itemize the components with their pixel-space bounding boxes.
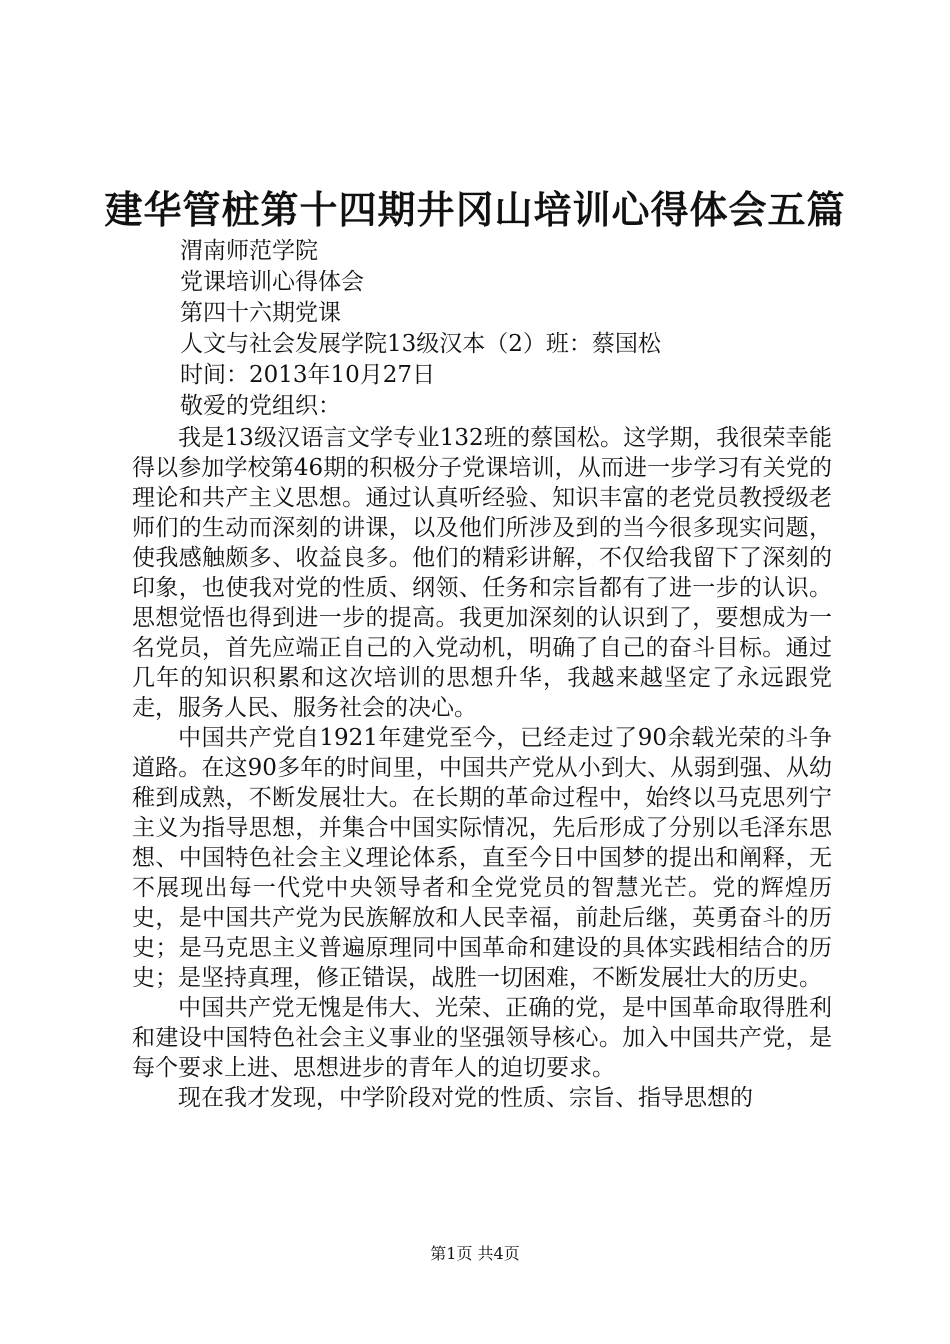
salutation: 敬爱的党组织：: [180, 393, 341, 419]
course-session: 第四十六期党课: [180, 300, 341, 326]
header-block: [180, 236, 840, 422]
date-line: 时间：2013年10月27日: [180, 362, 436, 388]
author-line: 人文与社会发展学院13级汉本（2）班：蔡国松: [180, 331, 661, 357]
school-name: 渭南师范学院: [180, 238, 318, 264]
paragraph: 中国共产党无愧是伟大、光荣、正确的党，是中国革命取得胜利和建设中国特色社会主义事业的坚强领导核心。加入中国共产党，是每个要求上进、思想进步的青年人的迫切要求。: [132, 995, 832, 1081]
document-title: 建华管桩第十四期井冈山培训心得体会五篇: [104, 187, 846, 232]
page-footer: 第1页 共4页: [430, 1244, 520, 1263]
body-text: [132, 423, 832, 1113]
paragraph: 现在我才发现，中学阶段对党的性质、宗旨、指导思想的: [178, 1085, 753, 1111]
paragraph: 中国共产党自1921年建党至今，已经走过了90余载光荣的斗争道路。在这90多年的时间里，中国共产党从小到大、从弱到强、从幼稚到成熟，不断发展壮大。在长期的革命过程中，始终以马克思列宁主义为指导思想，并集合中国实际情况，先后形成了分别以毛泽东思想、中国特色社会主义理论体系，直至今日中国梦的提出和阐释，无不展现出每一代党中央领导者和全党党员的智慧光芒。党的辉煌历史，是中国共产党为民族解放和人民幸福，前赴后继，英勇奋斗的历史；是马克思主义普遍原理同中国革命和建设的具体实践相结合的历史；是坚持真理，修正错误，战胜一切困难，不断发展壮大的历史。: [132, 725, 832, 991]
paragraph: 我是13级汉语言文学专业132班的蔡国松。这学期，我很荣幸能得以参加学校第46期的积极分子党课培训，从而进一步学习有关党的理论和共产主义思想。通过认真听经验、知识丰富的老党员教授级老师们的生动而深刻的讲课，以及他们所涉及到的当今很多现实问题，使我感触颇多、收益良多。他们的精彩讲解，不仅给我留下了深刻的印象，也使我对党的性质、纲领、任务和宗旨都有了进一步的认识。思想觉悟也得到进一步的提高。我更加深刻的认识到了，要想成为一名党员，首先应端正自己的入党动机，明确了自己的奋斗目标。通过几年的知识积累和这次培训的思想升华，我越来越坚定了永远跟党走，服务人民、服务社会的决心。: [132, 425, 832, 721]
document-subtitle: 党课培训心得体会: [180, 269, 364, 295]
